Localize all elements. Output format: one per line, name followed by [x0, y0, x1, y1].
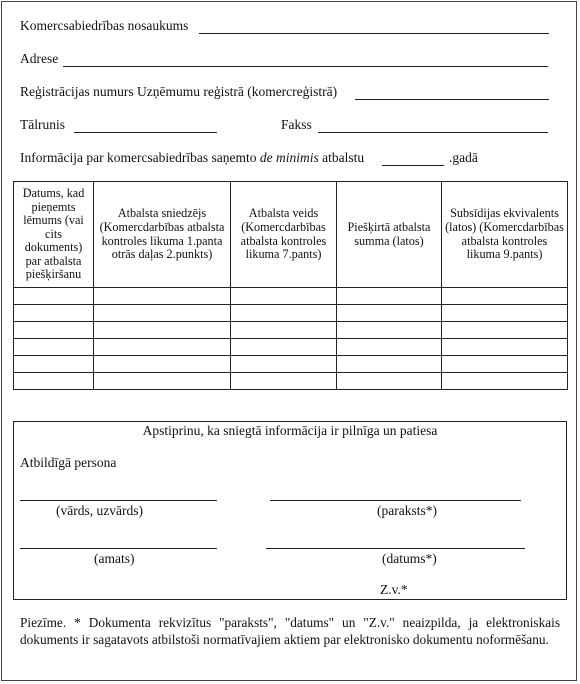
info-de-minimis: de minimis	[259, 150, 319, 165]
seal-label: Z.v.*	[380, 582, 408, 597]
info-prefix: Informācija par komercsabiedrības saņemto	[20, 150, 257, 165]
date-caption: (datums*)	[382, 551, 437, 566]
de-minimis-info-line	[20, 150, 364, 166]
table-cell[interactable]	[14, 373, 94, 390]
table-cell[interactable]	[14, 339, 94, 356]
header-aid-type: Atbalsta veids (Komercdarbības atbalsta kontroles likuma 7.pants)	[231, 182, 337, 288]
responsible-person-label: Atbildīgā persona	[20, 455, 117, 470]
table-row	[14, 356, 568, 373]
table-cell[interactable]	[442, 288, 568, 305]
fax-label: Fakss	[281, 117, 312, 132]
confirmation-box	[13, 421, 567, 600]
table-cell[interactable]	[337, 373, 442, 390]
table-row	[14, 339, 568, 356]
phone-field[interactable]	[74, 132, 217, 133]
table-cell[interactable]	[14, 305, 94, 322]
registration-number-field[interactable]	[355, 99, 549, 100]
table-row	[14, 322, 568, 339]
signature-field[interactable]	[270, 500, 521, 501]
table-cell[interactable]	[94, 339, 231, 356]
table-cell[interactable]	[14, 322, 94, 339]
table-cell[interactable]	[231, 288, 337, 305]
year-field[interactable]	[382, 165, 444, 166]
company-name-field[interactable]	[199, 33, 549, 34]
table-cell[interactable]	[14, 288, 94, 305]
table-cell[interactable]	[231, 322, 337, 339]
date-field[interactable]	[266, 548, 525, 549]
address-label: Adrese	[20, 51, 59, 66]
table-cell[interactable]	[442, 373, 568, 390]
name-field[interactable]	[20, 500, 217, 501]
header-decision-date: Datums, kad pieņemts lēmums (vai cits dokuments) par atbalsta piešķiršanu	[14, 182, 94, 288]
table-cell[interactable]	[337, 356, 442, 373]
table-cell[interactable]	[337, 339, 442, 356]
position-caption: (amats)	[94, 551, 135, 566]
table-cell[interactable]	[94, 288, 231, 305]
name-caption: (vārds, uzvārds)	[56, 503, 143, 518]
confirmation-statement: Apstiprinu, ka sniegtā informācija ir pilnīga un patiesa	[142, 423, 438, 438]
table-cell[interactable]	[231, 339, 337, 356]
phone-label: Tālrunis	[20, 117, 65, 132]
signature-caption: (paraksts*)	[377, 503, 437, 518]
table-cell[interactable]	[231, 356, 337, 373]
table-cell[interactable]	[442, 356, 568, 373]
table-cell[interactable]	[442, 339, 568, 356]
info-mid: atbalstu	[322, 150, 365, 165]
table-cell[interactable]	[94, 305, 231, 322]
info-suffix: .gadā	[449, 150, 478, 165]
header-aid-amount: Piešķirtā atbalsta summa (latos)	[337, 182, 442, 288]
table-cell[interactable]	[442, 322, 568, 339]
table-cell[interactable]	[337, 305, 442, 322]
registration-number-label: Reģistrācijas numurs Uzņēmumu reģistrā (komercreģistrā)	[20, 84, 338, 99]
fax-field[interactable]	[318, 132, 548, 133]
address-field[interactable]	[63, 66, 548, 67]
table-row	[14, 373, 568, 390]
table-cell[interactable]	[94, 373, 231, 390]
table-cell[interactable]	[442, 305, 568, 322]
header-aid-provider: Atbalsta sniedzējs (Komercdarbības atbalsta kontroles likuma 1.panta otrās daļas 2.punkts)	[94, 182, 231, 288]
table-cell[interactable]	[337, 322, 442, 339]
footnote: Piezīme. * Dokumenta rekvizītus "paraksts", "datums" un "Z.v." neaizpilda, ja elektroniskais dokuments ir sagatavots atbilstoši normatīvajiem aktiem par elektronisko dokumentu noformēšanu.	[20, 615, 560, 647]
table-cell[interactable]	[231, 305, 337, 322]
table-row	[14, 305, 568, 322]
table-cell[interactable]	[231, 373, 337, 390]
table-cell[interactable]	[14, 356, 94, 373]
header-subsidy-equivalent: Subsīdijas ekvivalents (latos) (Komercdarbības atbalsta kontroles likuma 9.pants)	[442, 182, 568, 288]
table-cell[interactable]	[94, 356, 231, 373]
company-name-label: Komercsabiedrības nosaukums	[20, 18, 189, 33]
table-row	[14, 288, 568, 305]
table-header-row	[14, 182, 568, 288]
position-field[interactable]	[20, 548, 217, 549]
table-cell[interactable]	[337, 288, 442, 305]
de-minimis-aid-table	[13, 181, 568, 390]
table-cell[interactable]	[94, 322, 231, 339]
